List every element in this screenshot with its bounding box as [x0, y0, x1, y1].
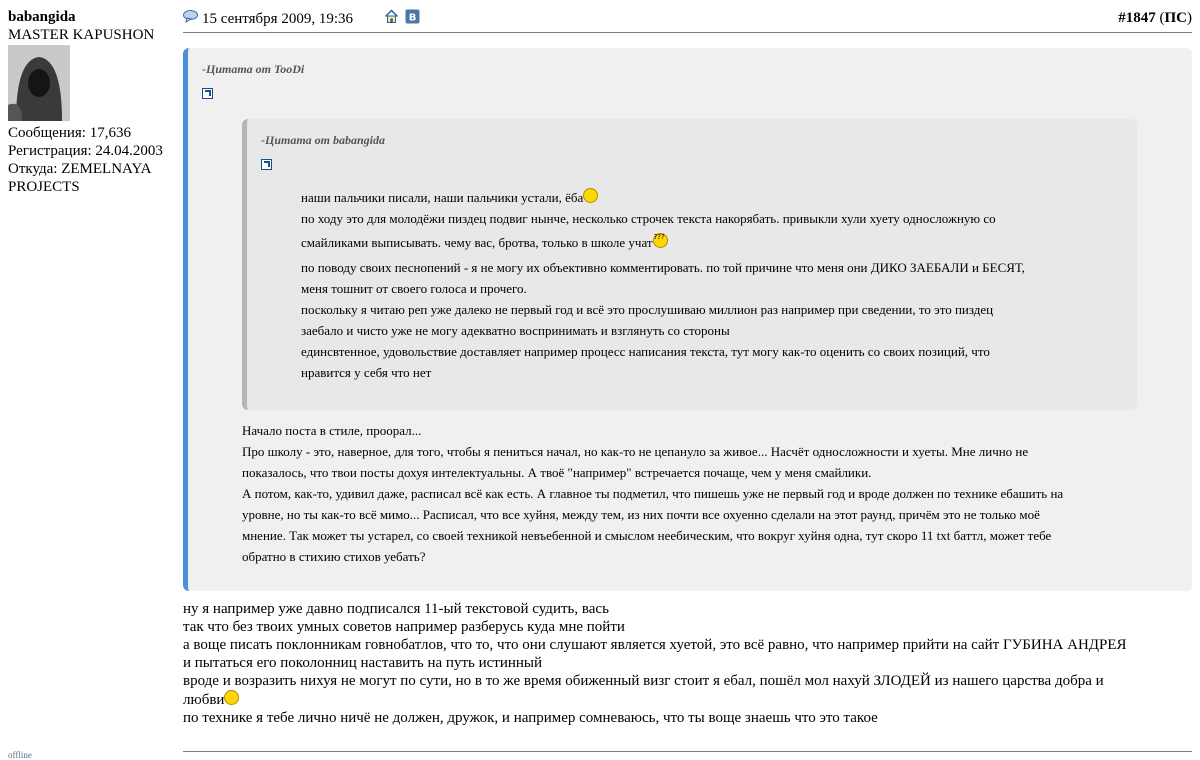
- location: Откуда: ZEMELNAYA: [8, 161, 152, 177]
- quote-outer-line: Начало поста в стиле, проорал...: [242, 423, 422, 438]
- post-line: и пытаться его поколонниц наставить на путь истинный: [183, 655, 543, 671]
- pm-link[interactable]: ПС: [1164, 10, 1187, 26]
- quote-inner-line: нравится у себя что нет: [301, 365, 432, 380]
- paren-close: ): [1187, 10, 1192, 26]
- post-date: [183, 10, 353, 28]
- vk-icon-letter: В: [408, 12, 417, 24]
- paren-open: (: [1155, 10, 1165, 26]
- post-line: любви: [183, 690, 1192, 709]
- view-post-icon[interactable]: [202, 88, 213, 99]
- quote-inner-line: поскольку я читаю реп уже далеко не первый год и всё это прослушиваю миллион раз например при сведении, то это пиздец: [301, 302, 994, 317]
- smiley-icon: [583, 188, 598, 203]
- avatar-image: [8, 45, 70, 121]
- quote-outer-line: показалось, что твои посты дохуя интелектуальны. А твоё "например" встречается почаще, чем у меня смайлики.: [242, 465, 872, 480]
- post-number-link[interactable]: #1847: [1118, 10, 1156, 26]
- quote-inner-line: смайликами выписывать. чему вас, бротва, только в школе учат???: [301, 229, 1101, 257]
- quote-outer: [183, 48, 1192, 591]
- quote-outer-author: -Цитата от TooDi: [202, 62, 305, 76]
- post-date-text: 15 сентября 2009, 19:36: [202, 10, 353, 27]
- post-body: [183, 600, 1192, 727]
- user-info: [8, 8, 178, 196]
- quote-inner-line: единсвтенное, удовольствие доставляет например процесс написания текста, тут могу как-то оценить со своих позиций, что: [301, 344, 990, 359]
- post-line: ну я например уже давно подписался 11-ый текстовой судить, вась: [183, 601, 609, 617]
- view-post-icon[interactable]: [261, 159, 272, 170]
- post-line: а воще писать поклонникам говнобатлов, что то, что они слушают является хуетой, это всё равно, что например прийти на сайт ГУБИНА АНДРЕЯ: [183, 637, 1127, 653]
- confused-smiley-icon: [653, 233, 668, 248]
- post-header: [183, 8, 1192, 33]
- quote-outer-line: обратно в стихию стихов уебать?: [242, 549, 426, 564]
- quote-inner-line: наши пальчики писали, наши пальчики устали, ёба: [301, 187, 1101, 208]
- post-line: вроде и возразить нихуя не могут по сути, но в то же время обиженный визг стоит я ебал, пошёл мол нахуй ЗЛОДЕЙ из нашего царства добра и: [183, 673, 1104, 689]
- home-icon[interactable]: [384, 9, 399, 29]
- username[interactable]: babangida: [8, 9, 76, 25]
- user-title: MASTER KAPUSHON: [8, 27, 155, 43]
- laughing-smiley-icon: [224, 690, 239, 705]
- avatar[interactable]: [8, 45, 70, 121]
- quote-inner-author: -Цитата от babangida: [261, 133, 386, 147]
- post: [183, 8, 1192, 726]
- quote-inner: [242, 119, 1137, 410]
- quote-inner-line: меня тошнит от своего голоса и прочего.: [301, 281, 527, 296]
- post-line: по технике я тебе лично ничё не должен, дружок, и например сомневаюсь, что ты воще знаешь что это такое: [183, 710, 878, 726]
- location-cont: PROJECTS: [8, 179, 80, 195]
- quote-inner-line: по ходу это для молодёжи пиздец подвиг нынче, несколько строчек текста накорябать. привыкли хули хуету односложную со: [301, 211, 996, 226]
- speech-bubble-icon: [183, 10, 198, 28]
- quote-inner-line: по поводу своих песнопений - я не могу их объективно комментировать. по той причине что меня они ДИКО ЗАЕБАЛИ и БЕСЯТ,: [301, 260, 1025, 275]
- post-line: так что без твоих умных советов например разберусь куда мне пойти: [183, 619, 625, 635]
- post-divider: [183, 751, 1192, 752]
- message-count: Сообщения: 17,636: [8, 125, 131, 141]
- quote-outer-line: Про школу - это, наверное, для того, чтобы я пениться начал, но как-то не цепануло за живое... Насчёт односложности и хуеты. Мне лично не: [242, 444, 1029, 459]
- post-icons: [384, 9, 420, 29]
- quote-outer-line: А потом, как-то, удивил даже, расписал всё как есть. А главное ты подметил, что пишешь уже не первый год и вроде должен по технике ебашить на: [242, 486, 1064, 501]
- quote-inner-text: [301, 187, 1101, 383]
- registration-date: Регистрация: 24.04.2003: [8, 143, 163, 159]
- vk-icon[interactable]: [405, 9, 420, 29]
- quote-outer-text: [242, 420, 1142, 567]
- offline-status: offline: [8, 750, 32, 760]
- post-number-area: [1118, 10, 1192, 27]
- quote-inner-line: заебало и чисто уже не могу адекватно воспринимать и взглянуть со стороны: [301, 323, 730, 338]
- quote-outer-line: мнение. Так может ты устарел, со своей техникой невъебенной и смыслом неебическим, что вокруг хуйня одна, тут скоро 11 txt баттл, может тебе: [242, 528, 1052, 543]
- quote-outer-line: уровне, но ты как-то всё мимо... Расписал, что все хуйня, между тем, из них почти все охуенно сделали на этот раунд, причём это не только моё: [242, 507, 1040, 522]
